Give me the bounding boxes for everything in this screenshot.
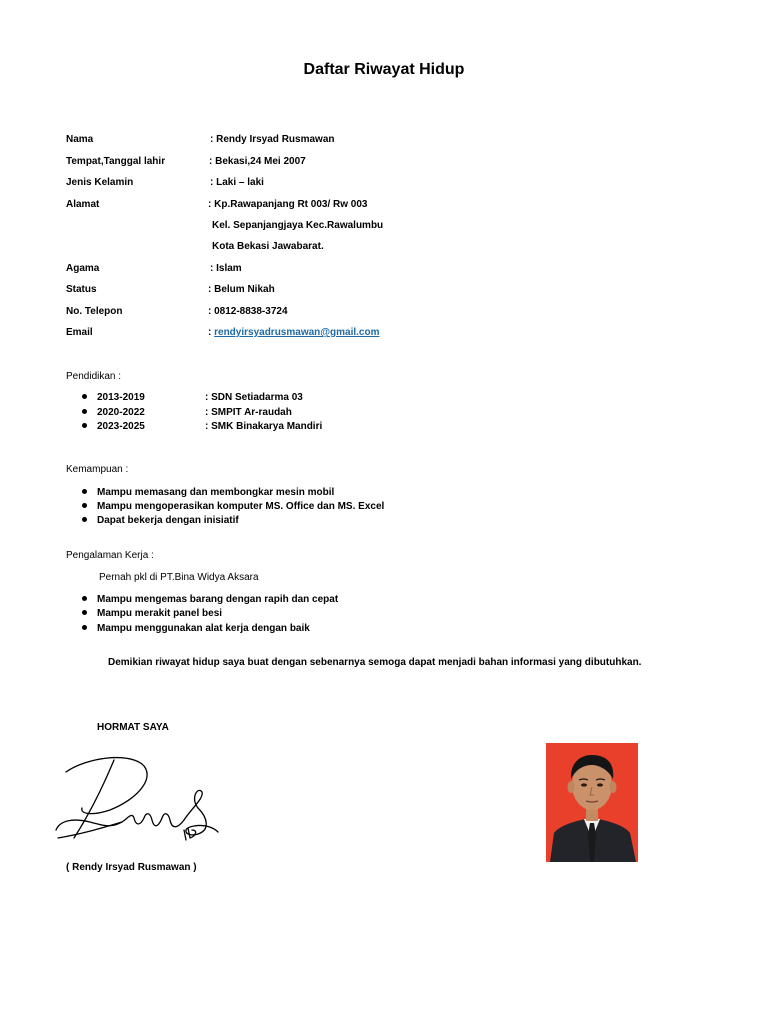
page-title: Daftar Riwayat Hidup [303, 61, 465, 78]
label-nama: Nama [66, 134, 94, 145]
bullet-dot-icon [82, 610, 87, 615]
bullet-dot-icon [82, 409, 87, 414]
skill-text: Dapat bekerja dengan inisiatif [97, 515, 239, 526]
signature-name: ( Rendy Irsyad Rusmawan ) [66, 862, 197, 873]
label-alamat: Alamat [66, 199, 100, 210]
email-colon: : [208, 327, 215, 338]
value-jenis-kelamin: : Laki – laki [210, 177, 264, 188]
education-school: : SMPIT Ar-raudah [205, 407, 292, 418]
label-email: Email [66, 327, 93, 338]
education-school: : SMK Binakarya Mandiri [205, 421, 323, 432]
experience-text: Mampu merakit panel besi [97, 608, 223, 619]
education-year: 2013-2019 [97, 392, 145, 403]
skill-text: Mampu memasang dan membongkar mesin mobil [97, 487, 335, 498]
profile-photo [546, 743, 638, 862]
section-kemampuan-heading: Kemampuan : [66, 464, 129, 475]
experience-item [82, 594, 338, 605]
experience-item [82, 608, 222, 619]
experience-item [82, 623, 310, 634]
photo-ear [568, 781, 575, 793]
bullet-dot-icon [82, 423, 87, 428]
profile-photo-illustration [546, 743, 638, 862]
photo-eye [597, 783, 603, 786]
experience-text: Mampu menggunakan alat kerja dengan baik [97, 623, 310, 634]
section-pendidikan-heading: Pendidikan : [66, 371, 122, 382]
education-item [82, 392, 303, 403]
label-status: Status [66, 284, 97, 295]
value-nama: : Rendy Irsyad Rusmawan [210, 134, 335, 145]
handwritten-signature [52, 748, 222, 848]
experience-intro: Pernah pkl di PT.Bina Widya Aksara [99, 572, 259, 583]
photo-eye [581, 783, 587, 786]
label-ttl: Tempat,Tanggal lahir [66, 156, 166, 167]
bullet-dot-icon [82, 625, 87, 630]
value-email [208, 327, 379, 338]
skill-item [82, 501, 384, 512]
closing-statement: Demikian riwayat hidup saya buat dengan sebenarnya semoga dapat menjadi bahan informasi yang dibutuhkan. [108, 657, 642, 668]
value-alamat-line2: Kel. Sepanjangjaya Kec.Rawalumbu [212, 220, 384, 231]
section-pengalaman-heading: Pengalaman Kerja : [66, 550, 154, 561]
label-jenis-kelamin: Jenis Kelamin [66, 177, 134, 188]
skill-item [82, 515, 239, 526]
value-alamat-line3: Kota Bekasi Jawabarat. [212, 241, 324, 252]
value-status: : Belum Nikah [208, 284, 275, 295]
bullet-dot-icon [82, 517, 87, 522]
bullet-dot-icon [82, 596, 87, 601]
education-school: : SDN Setiadarma 03 [205, 392, 303, 403]
label-agama: Agama [66, 263, 100, 274]
experience-text: Mampu mengemas barang dengan rapih dan cepat [97, 594, 339, 605]
photo-ear [610, 781, 617, 793]
bullet-dot-icon [82, 503, 87, 508]
education-item [82, 407, 292, 418]
label-telepon: No. Telepon [66, 306, 123, 317]
bullet-dot-icon [82, 489, 87, 494]
skill-item [82, 487, 334, 498]
signoff-hormat: HORMAT SAYA [97, 722, 169, 733]
education-year: 2020-2022 [97, 407, 145, 418]
value-telepon: : 0812-8838-3724 [208, 306, 288, 317]
bullet-dot-icon [82, 394, 87, 399]
value-alamat-line1: : Kp.Rawapanjang Rt 003/ Rw 003 [208, 199, 368, 210]
value-agama: : Islam [210, 263, 242, 274]
skill-text: Mampu mengoperasikan komputer MS. Office dan MS. Excel [97, 501, 385, 512]
education-year: 2023-2025 [97, 421, 145, 432]
value-ttl: : Bekasi,24 Mei 2007 [209, 156, 306, 167]
education-item [82, 421, 322, 432]
email-link[interactable]: rendyirsyadrusmawan@gmail.com [214, 327, 380, 338]
